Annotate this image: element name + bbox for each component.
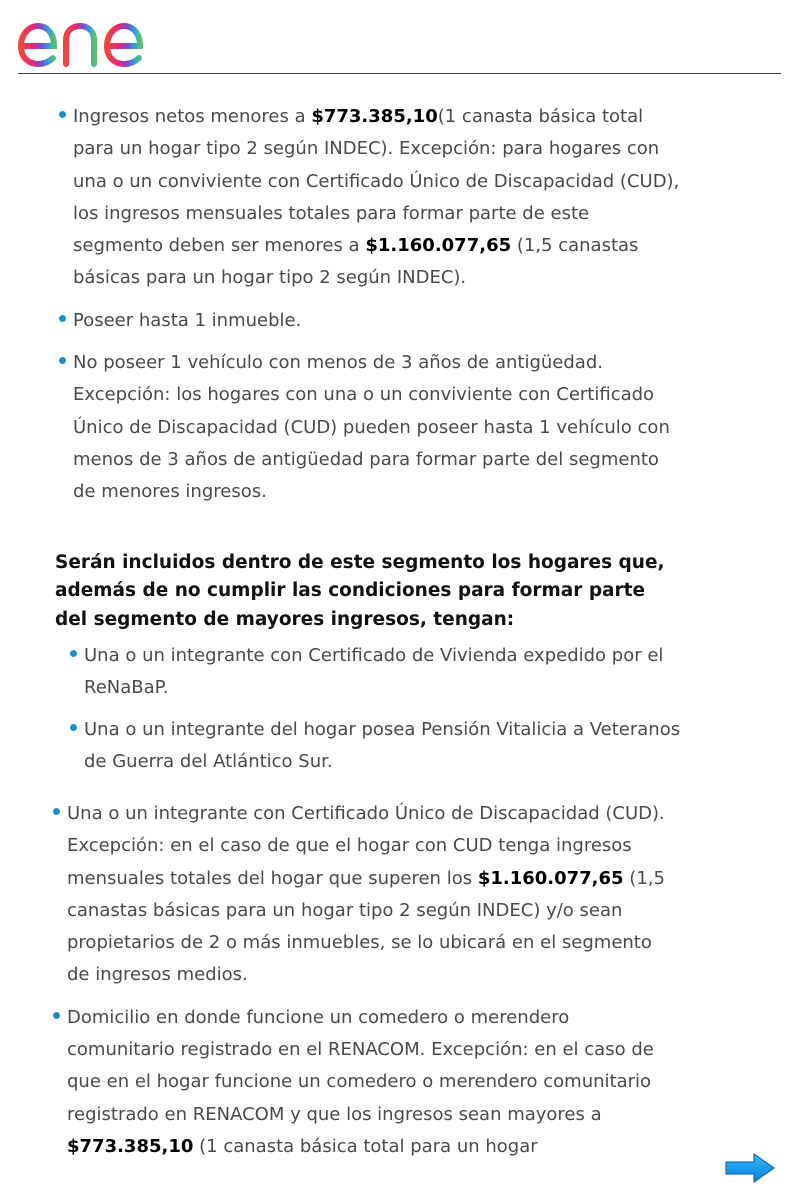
item-text: (1,5 canastas básicas para un hogar tipo 2 según INDEC) y/o sean propietarios de 2 o más inmuebles, se lo ubicará en el segmento de ingresos medios. [67,867,665,986]
amount: $773.385,10 [67,1135,194,1157]
bullet-icon [59,357,66,364]
item-text: (1 canasta básica total para un hogar [193,1135,538,1157]
item-text: Una o un integrante con Certificado de Vivienda expedido por el ReNaBaP. [84,645,664,699]
criteria-list [57,101,682,509]
bullet-icon [53,808,60,815]
amount: $1.160.077,65 [477,867,624,889]
list-item [68,640,693,705]
bullet-icon [70,650,77,657]
segment-conditions-list [68,640,693,778]
amount: $1.160.077,65 [365,235,512,257]
bullet-icon [53,1012,60,1019]
item-text: Una o un integrante del hogar posea Pensión Vitalicia a Veteranos de Guerra del Atlántico Sur. [84,718,681,772]
enel-logo[interactable] [16,6,181,70]
list-item [57,347,682,508]
additional-conditions-list [51,798,676,1163]
header-divider [18,73,781,74]
list-item [68,714,693,779]
item-text: Ingresos netos menores a [73,106,312,127]
bullet-icon [70,724,77,731]
item-text: (1 canasta básica total para un hogar tipo 2 según INDEC). Excepción: para hogares con una o un conviviente con Certificado Único de Discapacidad (CUD), los ingresos mensuales totales para formar parte de este segmento deben ser menores a [73,106,680,257]
item-text: Poseer hasta 1 inmueble. [73,309,302,331]
bullet-icon [59,111,66,118]
bullet-icon [59,315,66,322]
page-header [0,0,800,76]
item-text: Una o un integrante con Certificado Único de Discapacidad (CUD). Excepción: en el caso de que el hogar con CUD tenga ingresos mensuales totales del hogar que superen los [67,803,665,889]
item-text: (1,5 canastas básicas para un hogar tipo 2 según INDEC). [73,235,639,289]
segment-intro-paragraph: Serán incluidos dentro de este segmento los hogares que, además de no cumplir las condiciones para formar parte del segmento de mayores ingresos, tengan: [55,551,665,630]
list-item [51,798,676,992]
amount: $773.385,10 [311,106,438,127]
item-text: Domicilio en donde funcione un comedero o merendero comunitario registrado en el RENACOM. Excepción: en el caso de que en el hogar funcione un comedero o merendero comunitario registrado en RENACOM y que los ingresos sean mayores a [67,1006,654,1125]
arrow-right-icon[interactable] [724,1151,776,1185]
list-item [57,305,682,337]
list-item [51,1002,676,1163]
item-text: No poseer 1 vehículo con menos de 3 años de antigüedad. Excepción: los hogares con una o un conviviente con Certificado Único de Discapacidad (CUD) pueden poseer hasta 1 vehículo con menos de 3 años de antigüedad para formar parte del segmento de menores ingresos. [73,352,670,503]
list-item [57,101,682,295]
